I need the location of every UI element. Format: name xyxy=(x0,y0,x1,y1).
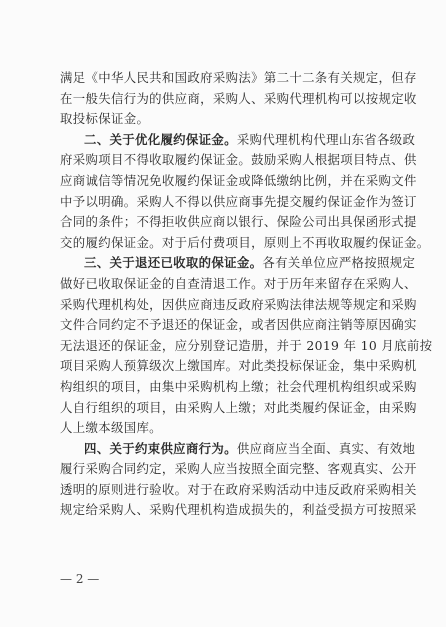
body-text-line xyxy=(60,109,386,130)
document-body xyxy=(60,68,433,521)
line-text: 合同的条件；不得拒收供应商以银行、保险公司出具保函形式提 xyxy=(60,214,417,230)
line-text: 采购代理机构处，因供应商违反政府采购法律法规等规定和采购 xyxy=(60,296,417,312)
body-text-line xyxy=(60,192,417,213)
body-text-line xyxy=(60,398,417,419)
line-text: 做好已收取保证金的自查清退工作。对于历年来留存在采购人、 xyxy=(60,275,417,291)
line-text: 规定给采购人、采购代理机构造成损失的，利益受损方可按照采 xyxy=(60,502,417,518)
line-text: 交的履约保证金。对于后付费项目，原则上不再收取履约保证金。 xyxy=(60,234,430,250)
body-text-line xyxy=(60,377,417,398)
section-heading-line xyxy=(60,130,416,151)
line-text: 在一般失信行为的供应商，采购人、采购代理机构可以按规定收 xyxy=(60,90,417,106)
line-text: 无法退还的保证金，应分别登记造册，并于 2019 年 10 月底前按 xyxy=(60,337,433,353)
line-text: 履行采购合同约定，采购人应当按照全面完整、客观真实、公开 xyxy=(60,461,417,477)
body-text-line xyxy=(60,336,433,357)
line-text: 采购代理机构代理山东省各级政 xyxy=(236,131,416,147)
body-text-line xyxy=(60,89,417,110)
body-text-line xyxy=(60,480,417,501)
body-text-line xyxy=(60,150,417,171)
body-text-line xyxy=(60,459,417,480)
line-text: 文件合同约定不予退还的保证金，或者因供应商注销等原因确实 xyxy=(60,317,417,333)
section-heading-line xyxy=(60,253,416,274)
body-text-line xyxy=(60,418,386,439)
line-text: 应商诚信等情况免收履约保证金或降低缴纳比例，并在采购文件 xyxy=(60,172,417,188)
line-text: 府采购项目不得收取履约保证金。鼓励采购人根据项目特点、供 xyxy=(60,152,417,168)
body-text-line xyxy=(60,356,417,377)
body-text-line xyxy=(60,500,417,521)
line-text: 满足《中华人民共和国政府采购法》第二十二条有关规定，但存 xyxy=(60,70,417,85)
line-text: 构组织的项目，由集中采购机构上缴；社会代理机构组织或采购 xyxy=(60,378,417,394)
line-text: 项目采购人预算级次上缴国库。对此类投标保证金，集中采购机 xyxy=(60,358,417,374)
body-text-line xyxy=(60,171,417,192)
line-text: 中予以明确。采购人不得以供应商事先提交履约保证金作为签订 xyxy=(60,193,417,209)
section-heading: 二、关于优化履约保证金。 xyxy=(84,131,237,147)
body-text-line xyxy=(60,212,417,233)
line-text: 各有关单位应严格按照规定 xyxy=(262,255,416,271)
line-text: 取投标保证金。 xyxy=(60,111,150,127)
line-text: 人自行组织的项目，由采购人上缴；对此类履约保证金，由采购 xyxy=(60,399,417,415)
body-text-line xyxy=(60,315,417,336)
section-heading-line xyxy=(60,439,416,460)
body-text-line xyxy=(60,233,430,254)
body-text-line xyxy=(60,295,417,316)
line-text: 供应商应当全面、真实、有效地 xyxy=(236,440,416,456)
page-number: — 2 — xyxy=(60,572,100,586)
line-text: 人上缴本级国库。 xyxy=(60,420,162,436)
body-text-line xyxy=(60,68,417,89)
body-text-line xyxy=(60,274,417,295)
section-heading: 三、关于退还已收取的保证金。 xyxy=(84,255,263,271)
line-text: 透明的原则进行验收。对于在政府采购活动中违反政府采购相关 xyxy=(60,481,417,497)
section-heading: 四、关于约束供应商行为。 xyxy=(84,440,237,456)
